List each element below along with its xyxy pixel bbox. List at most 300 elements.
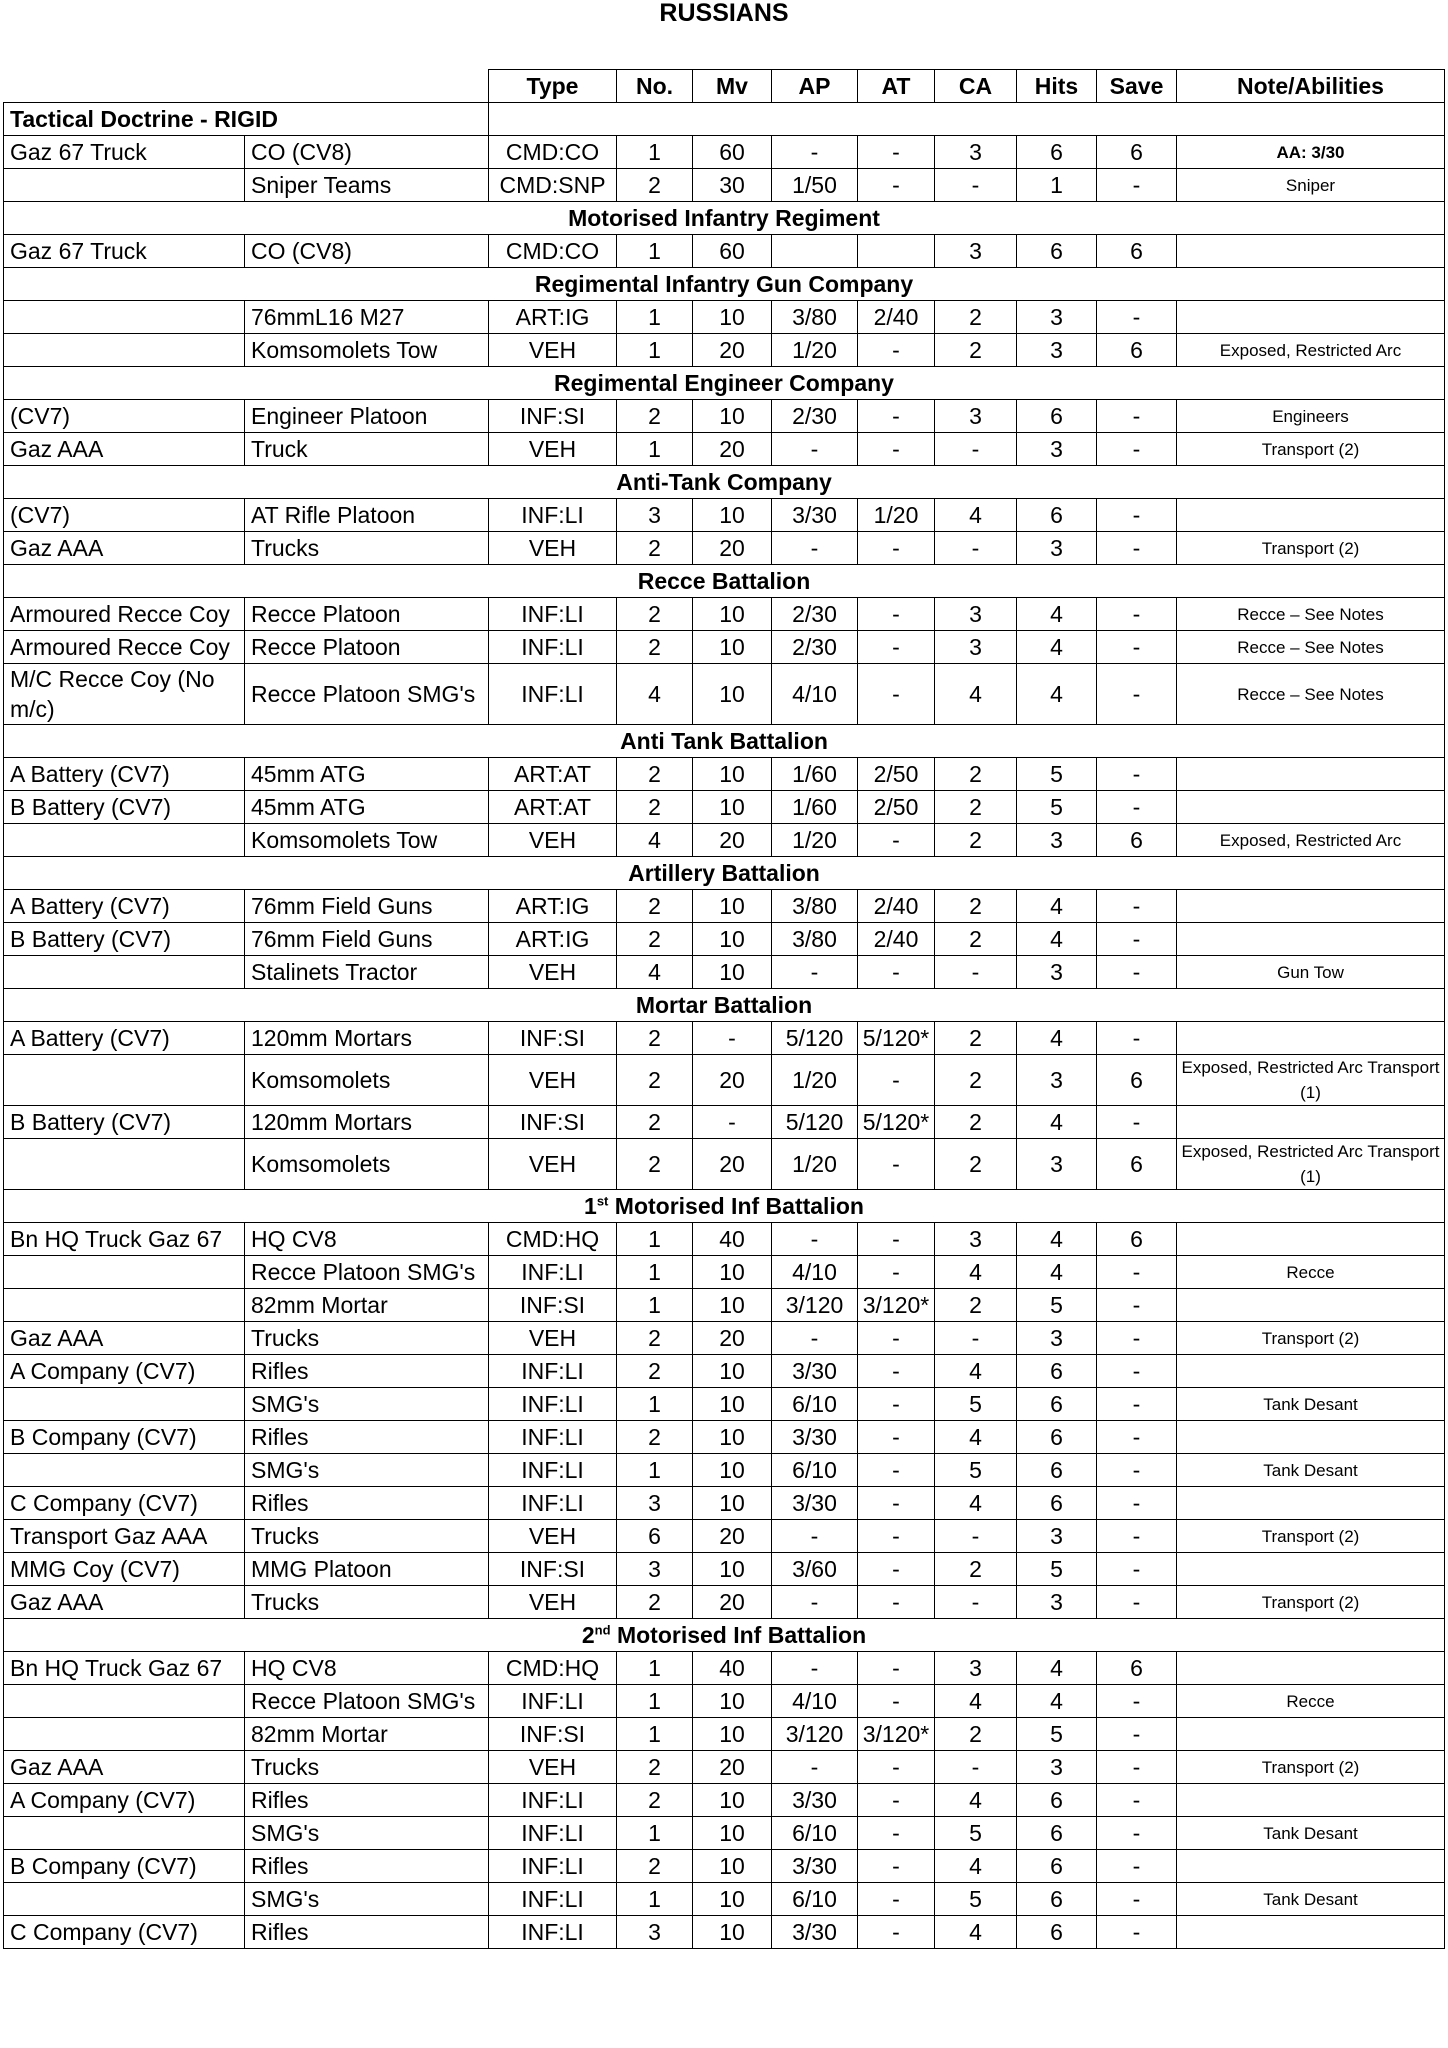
cell-unit xyxy=(4,1388,245,1421)
cell-subunit: 82mm Mortar xyxy=(245,1718,489,1751)
unit-row xyxy=(4,1355,1445,1388)
cell-unit xyxy=(4,1055,245,1106)
cell-notes: Sniper xyxy=(1177,169,1445,202)
cell-hits: 4 xyxy=(1017,664,1097,725)
cell-at: - xyxy=(858,1685,935,1718)
cell-number: 1 xyxy=(617,1685,693,1718)
cell-at: - xyxy=(858,400,935,433)
cell-unit: Armoured Recce Coy xyxy=(4,598,245,631)
cell-number: 2 xyxy=(617,1022,693,1055)
cell-move: 20 xyxy=(693,433,772,466)
section-row xyxy=(4,1190,1445,1223)
cell-notes xyxy=(1177,235,1445,268)
cell-number: 3 xyxy=(617,499,693,532)
cell-save: - xyxy=(1097,758,1177,791)
cell-ca: 4 xyxy=(935,1685,1017,1718)
cell-type: INF:LI xyxy=(489,598,617,631)
cell-at: - xyxy=(858,1322,935,1355)
cell-notes: Recce – See Notes xyxy=(1177,664,1445,725)
cell-type: ART:IG xyxy=(489,923,617,956)
cell-ca: 2 xyxy=(935,1289,1017,1322)
cell-ap: 5/120 xyxy=(772,1022,858,1055)
cell-save: 6 xyxy=(1097,235,1177,268)
cell-ca: 2 xyxy=(935,1106,1017,1139)
cell-save: 6 xyxy=(1097,136,1177,169)
section-title xyxy=(4,1190,1445,1223)
cell-save: - xyxy=(1097,1487,1177,1520)
cell-notes xyxy=(1177,1718,1445,1751)
cell-move: 20 xyxy=(693,532,772,565)
cell-subunit: AT Rifle Platoon xyxy=(245,499,489,532)
cell-move: 20 xyxy=(693,1055,772,1106)
section-title: Motorised Infantry Regiment xyxy=(4,202,1445,235)
cell-ap: 3/30 xyxy=(772,499,858,532)
cell-at: - xyxy=(858,1223,935,1256)
cell-subunit: Trucks xyxy=(245,1520,489,1553)
cell-hits: 3 xyxy=(1017,1751,1097,1784)
cell-save: - xyxy=(1097,1850,1177,1883)
cell-save: - xyxy=(1097,1421,1177,1454)
unit-row xyxy=(4,1850,1445,1883)
cell-save: - xyxy=(1097,923,1177,956)
cell-type: ART:IG xyxy=(489,890,617,923)
cell-move: 10 xyxy=(693,1487,772,1520)
cell-number: 4 xyxy=(617,824,693,857)
cell-type: ART:AT xyxy=(489,758,617,791)
unit-row xyxy=(4,1718,1445,1751)
section-number: 2 xyxy=(581,1621,595,1648)
section-row xyxy=(4,367,1445,400)
cell-at: 5/120* xyxy=(858,1022,935,1055)
cell-ca: 4 xyxy=(935,1421,1017,1454)
cell-ap: - xyxy=(772,433,858,466)
section-title: Regimental Engineer Company xyxy=(4,367,1445,400)
cell-ap: 4/10 xyxy=(772,1256,858,1289)
cell-move: 10 xyxy=(693,1850,772,1883)
section-name: Motorised Inf Battalion xyxy=(608,1192,864,1219)
cell-move: 20 xyxy=(693,1139,772,1190)
cell-unit xyxy=(4,956,245,989)
cell-ca: 2 xyxy=(935,758,1017,791)
cell-save: - xyxy=(1097,598,1177,631)
unit-row xyxy=(4,824,1445,857)
cell-hits: 6 xyxy=(1017,1355,1097,1388)
unit-row xyxy=(4,890,1445,923)
cell-ca: - xyxy=(935,1322,1017,1355)
cell-save: - xyxy=(1097,664,1177,725)
cell-type: VEH xyxy=(489,1520,617,1553)
cell-move: 10 xyxy=(693,758,772,791)
section-row xyxy=(4,202,1445,235)
cell-at: - xyxy=(858,169,935,202)
cell-hits: 6 xyxy=(1017,1784,1097,1817)
cell-at: 3/120* xyxy=(858,1289,935,1322)
cell-at: 2/50 xyxy=(858,758,935,791)
cell-hits: 5 xyxy=(1017,1553,1097,1586)
cell-hits: 3 xyxy=(1017,334,1097,367)
cell-save: - xyxy=(1097,890,1177,923)
cell-at: - xyxy=(858,956,935,989)
cell-notes xyxy=(1177,1289,1445,1322)
cell-ca: 4 xyxy=(935,1487,1017,1520)
cell-ap: 2/30 xyxy=(772,400,858,433)
cell-number: 1 xyxy=(617,235,693,268)
cell-notes xyxy=(1177,1553,1445,1586)
unit-row xyxy=(4,433,1445,466)
cell-subunit: Rifles xyxy=(245,1784,489,1817)
cell-notes xyxy=(1177,1355,1445,1388)
cell-at: - xyxy=(858,1388,935,1421)
unit-row xyxy=(4,923,1445,956)
cell-ap: 3/30 xyxy=(772,1850,858,1883)
cell-ca: 2 xyxy=(935,1718,1017,1751)
cell-number: 6 xyxy=(617,1520,693,1553)
cell-subunit: 45mm ATG xyxy=(245,758,489,791)
cell-save: - xyxy=(1097,1883,1177,1916)
cell-save: 6 xyxy=(1097,824,1177,857)
header-notes: Note/Abilities xyxy=(1177,70,1445,103)
header-no: No. xyxy=(617,70,693,103)
cell-unit xyxy=(4,334,245,367)
cell-at: - xyxy=(858,136,935,169)
cell-at: - xyxy=(858,1883,935,1916)
unit-row xyxy=(4,1520,1445,1553)
cell-notes xyxy=(1177,1106,1445,1139)
cell-save: - xyxy=(1097,1520,1177,1553)
cell-save: - xyxy=(1097,1289,1177,1322)
cell-at xyxy=(858,235,935,268)
cell-unit: Armoured Recce Coy xyxy=(4,631,245,664)
cell-move: 20 xyxy=(693,334,772,367)
cell-ap: 2/30 xyxy=(772,598,858,631)
cell-ap: - xyxy=(772,1751,858,1784)
cell-hits: 6 xyxy=(1017,1388,1097,1421)
cell-save: - xyxy=(1097,1586,1177,1619)
cell-number: 2 xyxy=(617,1586,693,1619)
cell-at: - xyxy=(858,824,935,857)
cell-save: 6 xyxy=(1097,334,1177,367)
cell-notes: Tank Desant xyxy=(1177,1817,1445,1850)
cell-ap: - xyxy=(772,1652,858,1685)
cell-move: 10 xyxy=(693,791,772,824)
cell-at: 2/40 xyxy=(858,923,935,956)
cell-ca: - xyxy=(935,1586,1017,1619)
unit-row xyxy=(4,1685,1445,1718)
cell-notes: Recce xyxy=(1177,1256,1445,1289)
cell-at: 2/40 xyxy=(858,301,935,334)
unit-row xyxy=(4,1586,1445,1619)
cell-number: 2 xyxy=(617,631,693,664)
unit-row xyxy=(4,758,1445,791)
cell-ca: - xyxy=(935,1520,1017,1553)
cell-subunit: Recce Platoon xyxy=(245,631,489,664)
cell-notes: Engineers xyxy=(1177,400,1445,433)
cell-move: 10 xyxy=(693,664,772,725)
cell-unit xyxy=(4,824,245,857)
section-row xyxy=(4,857,1445,890)
cell-unit: MMG Coy (CV7) xyxy=(4,1553,245,1586)
cell-notes: Gun Tow xyxy=(1177,956,1445,989)
cell-save: - xyxy=(1097,1022,1177,1055)
cell-unit xyxy=(4,1718,245,1751)
cell-ap: 3/30 xyxy=(772,1421,858,1454)
cell-unit: (CV7) xyxy=(4,499,245,532)
unit-row xyxy=(4,532,1445,565)
cell-at: - xyxy=(858,1454,935,1487)
cell-unit: A Company (CV7) xyxy=(4,1784,245,1817)
cell-subunit: Komsomolets xyxy=(245,1139,489,1190)
cell-ap: 1/60 xyxy=(772,758,858,791)
cell-ca: 2 xyxy=(935,1139,1017,1190)
cell-ap: 5/120 xyxy=(772,1106,858,1139)
cell-hits: 4 xyxy=(1017,1685,1097,1718)
cell-save: - xyxy=(1097,1322,1177,1355)
cell-move: 10 xyxy=(693,1718,772,1751)
cell-number: 2 xyxy=(617,1421,693,1454)
cell-notes xyxy=(1177,791,1445,824)
cell-at: - xyxy=(858,1256,935,1289)
cell-type: INF:LI xyxy=(489,1421,617,1454)
cell-notes xyxy=(1177,1421,1445,1454)
cell-ca: 4 xyxy=(935,499,1017,532)
cell-notes: Tank Desant xyxy=(1177,1454,1445,1487)
cell-subunit: 76mm Field Guns xyxy=(245,923,489,956)
cell-type: INF:LI xyxy=(489,1256,617,1289)
unit-row xyxy=(4,235,1445,268)
cell-notes: Recce – See Notes xyxy=(1177,598,1445,631)
cell-number: 2 xyxy=(617,1055,693,1106)
cell-type: VEH xyxy=(489,1586,617,1619)
cell-ap: 1/60 xyxy=(772,791,858,824)
cell-at: - xyxy=(858,1586,935,1619)
cell-at: - xyxy=(858,1421,935,1454)
cell-save: - xyxy=(1097,631,1177,664)
cell-ca: 3 xyxy=(935,631,1017,664)
cell-number: 1 xyxy=(617,433,693,466)
cell-ap: - xyxy=(772,956,858,989)
cell-move: 10 xyxy=(693,1685,772,1718)
cell-notes xyxy=(1177,758,1445,791)
cell-subunit: Trucks xyxy=(245,532,489,565)
cell-ca: 3 xyxy=(935,400,1017,433)
cell-notes: Transport (2) xyxy=(1177,532,1445,565)
cell-ca: 2 xyxy=(935,791,1017,824)
cell-subunit: Komsomolets xyxy=(245,1055,489,1106)
cell-at: - xyxy=(858,433,935,466)
cell-hits: 1 xyxy=(1017,169,1097,202)
cell-ap: 4/10 xyxy=(772,664,858,725)
cell-notes: Tank Desant xyxy=(1177,1883,1445,1916)
cell-hits: 4 xyxy=(1017,598,1097,631)
cell-ca: 3 xyxy=(935,136,1017,169)
cell-unit: Transport Gaz AAA xyxy=(4,1520,245,1553)
unit-row xyxy=(4,1916,1445,1949)
cell-type: INF:SI xyxy=(489,1289,617,1322)
cell-ca: 3 xyxy=(935,1223,1017,1256)
ordinal-suffix: nd xyxy=(594,1621,611,1637)
cell-notes xyxy=(1177,1916,1445,1949)
cell-hits: 6 xyxy=(1017,1454,1097,1487)
cell-save: - xyxy=(1097,1553,1177,1586)
cell-hits: 6 xyxy=(1017,400,1097,433)
cell-type: INF:SI xyxy=(489,1718,617,1751)
cell-unit: Gaz 67 Truck xyxy=(4,136,245,169)
cell-unit xyxy=(4,1139,245,1190)
cell-subunit: Engineer Platoon xyxy=(245,400,489,433)
cell-move: 10 xyxy=(693,1817,772,1850)
cell-hits: 6 xyxy=(1017,1916,1097,1949)
cell-at: - xyxy=(858,631,935,664)
cell-number: 2 xyxy=(617,758,693,791)
cell-move: 20 xyxy=(693,1322,772,1355)
cell-type: INF:LI xyxy=(489,664,617,725)
cell-number: 2 xyxy=(617,923,693,956)
cell-ap: 1/20 xyxy=(772,334,858,367)
cell-type: INF:LI xyxy=(489,1817,617,1850)
doctrine-label: Tactical Doctrine - RIGID xyxy=(4,103,489,136)
cell-ca: 4 xyxy=(935,1916,1017,1949)
cell-notes: Exposed, Restricted Arc xyxy=(1177,334,1445,367)
cell-subunit: Sniper Teams xyxy=(245,169,489,202)
cell-unit: Bn HQ Truck Gaz 67 xyxy=(4,1223,245,1256)
cell-number: 1 xyxy=(617,1289,693,1322)
cell-save: - xyxy=(1097,1718,1177,1751)
cell-unit: (CV7) xyxy=(4,400,245,433)
cell-ca: 2 xyxy=(935,1022,1017,1055)
cell-move: 10 xyxy=(693,400,772,433)
cell-subunit: 120mm Mortars xyxy=(245,1106,489,1139)
cell-ca: 4 xyxy=(935,1784,1017,1817)
cell-notes xyxy=(1177,1784,1445,1817)
section-row xyxy=(4,1619,1445,1652)
cell-subunit: Stalinets Tractor xyxy=(245,956,489,989)
unit-row xyxy=(4,1289,1445,1322)
cell-ca: 5 xyxy=(935,1817,1017,1850)
cell-hits: 5 xyxy=(1017,1718,1097,1751)
cell-type: INF:SI xyxy=(489,400,617,433)
unit-row xyxy=(4,664,1445,725)
cell-hits: 4 xyxy=(1017,1106,1097,1139)
cell-move: 10 xyxy=(693,1784,772,1817)
cell-move: 10 xyxy=(693,1289,772,1322)
cell-subunit: Rifles xyxy=(245,1487,489,1520)
cell-subunit: Recce Platoon SMG's xyxy=(245,1256,489,1289)
cell-hits: 5 xyxy=(1017,791,1097,824)
cell-at: - xyxy=(858,598,935,631)
cell-ca: 2 xyxy=(935,334,1017,367)
cell-save: 6 xyxy=(1097,1139,1177,1190)
cell-notes xyxy=(1177,1223,1445,1256)
cell-unit xyxy=(4,1289,245,1322)
cell-move: 10 xyxy=(693,499,772,532)
orbat-table xyxy=(3,69,1445,1949)
cell-unit: Gaz AAA xyxy=(4,1322,245,1355)
cell-hits: 6 xyxy=(1017,1850,1097,1883)
cell-at: 1/20 xyxy=(858,499,935,532)
cell-subunit: 45mm ATG xyxy=(245,791,489,824)
cell-ap: - xyxy=(772,136,858,169)
cell-unit xyxy=(4,1685,245,1718)
cell-unit: B Company (CV7) xyxy=(4,1421,245,1454)
cell-at: 5/120* xyxy=(858,1106,935,1139)
cell-unit: M/C Recce Coy (No m/c) xyxy=(4,664,245,725)
cell-number: 3 xyxy=(617,1916,693,1949)
doctrine-row xyxy=(4,103,1445,136)
cell-type: CMD:HQ xyxy=(489,1223,617,1256)
cell-unit: A Battery (CV7) xyxy=(4,1022,245,1055)
cell-save: - xyxy=(1097,1784,1177,1817)
cell-type: VEH xyxy=(489,433,617,466)
cell-unit: A Battery (CV7) xyxy=(4,758,245,791)
cell-ap: - xyxy=(772,1223,858,1256)
cell-hits: 4 xyxy=(1017,923,1097,956)
cell-ap: - xyxy=(772,1520,858,1553)
cell-type: VEH xyxy=(489,1751,617,1784)
unit-row xyxy=(4,1784,1445,1817)
cell-type: VEH xyxy=(489,1322,617,1355)
doctrine-blank xyxy=(489,103,1445,136)
cell-move: 60 xyxy=(693,235,772,268)
cell-ca: - xyxy=(935,532,1017,565)
cell-hits: 6 xyxy=(1017,1421,1097,1454)
cell-subunit: Recce Platoon SMG's xyxy=(245,664,489,725)
unit-row xyxy=(4,791,1445,824)
cell-move: 10 xyxy=(693,890,772,923)
cell-unit xyxy=(4,169,245,202)
cell-move: 20 xyxy=(693,1751,772,1784)
cell-type: INF:LI xyxy=(489,1355,617,1388)
cell-unit: C Company (CV7) xyxy=(4,1916,245,1949)
cell-subunit: Rifles xyxy=(245,1421,489,1454)
unit-row xyxy=(4,1256,1445,1289)
cell-subunit: Recce Platoon SMG's xyxy=(245,1685,489,1718)
cell-at: - xyxy=(858,334,935,367)
cell-move: 10 xyxy=(693,598,772,631)
cell-save: - xyxy=(1097,400,1177,433)
cell-notes: Transport (2) xyxy=(1177,1520,1445,1553)
cell-move: 40 xyxy=(693,1652,772,1685)
cell-save: - xyxy=(1097,532,1177,565)
cell-at: - xyxy=(858,1850,935,1883)
cell-number: 2 xyxy=(617,1850,693,1883)
unit-row xyxy=(4,136,1445,169)
cell-type: ART:IG xyxy=(489,301,617,334)
header-ca: CA xyxy=(935,70,1017,103)
cell-at: - xyxy=(858,1784,935,1817)
cell-subunit: 76mm Field Guns xyxy=(245,890,489,923)
cell-subunit: SMG's xyxy=(245,1388,489,1421)
cell-type: VEH xyxy=(489,824,617,857)
cell-save: - xyxy=(1097,301,1177,334)
cell-notes: Transport (2) xyxy=(1177,1322,1445,1355)
cell-type: ART:AT xyxy=(489,791,617,824)
cell-ap: 3/120 xyxy=(772,1718,858,1751)
cell-move: 60 xyxy=(693,136,772,169)
cell-unit xyxy=(4,1256,245,1289)
cell-type: INF:LI xyxy=(489,499,617,532)
section-row xyxy=(4,565,1445,598)
cell-type: VEH xyxy=(489,1055,617,1106)
cell-ap: 3/30 xyxy=(772,1784,858,1817)
cell-number: 1 xyxy=(617,1817,693,1850)
section-title xyxy=(4,1619,1445,1652)
section-title: Anti-Tank Company xyxy=(4,466,1445,499)
cell-at: - xyxy=(858,1916,935,1949)
cell-save: - xyxy=(1097,1916,1177,1949)
unit-row xyxy=(4,956,1445,989)
cell-ap: 6/10 xyxy=(772,1817,858,1850)
cell-number: 2 xyxy=(617,400,693,433)
